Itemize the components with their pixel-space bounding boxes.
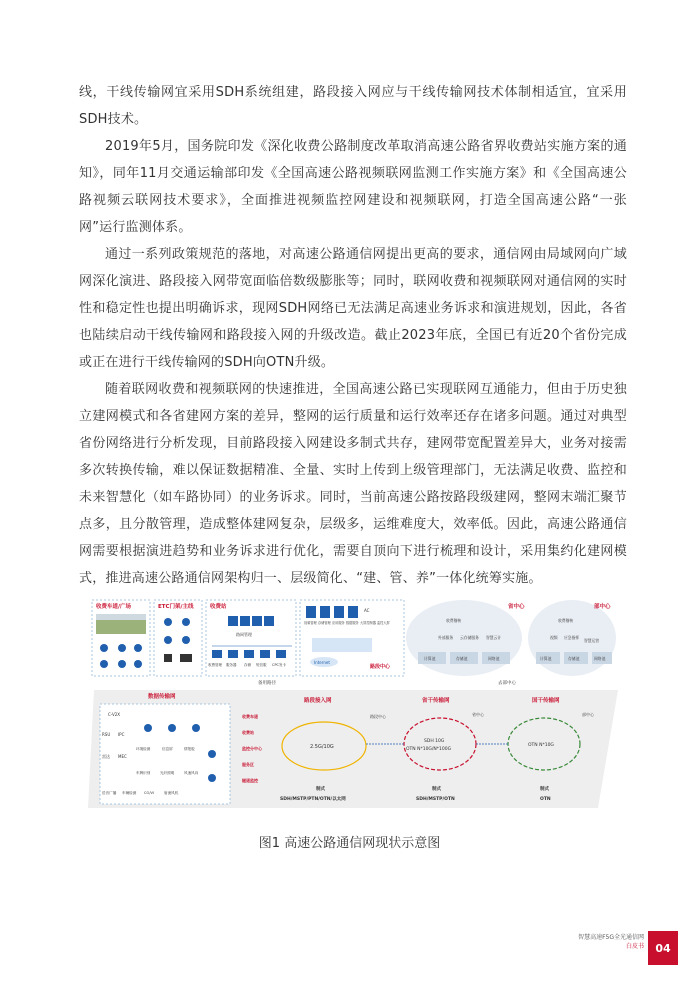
device-label: 光纤照明 — [160, 771, 175, 775]
sdh-label: SDH 10G — [424, 739, 445, 744]
camera-icon — [182, 618, 190, 626]
station-item: 短信服 — [256, 663, 267, 667]
device-label: 语音广播 — [102, 791, 117, 795]
camera-icon — [118, 644, 126, 652]
device-icon — [192, 724, 200, 732]
cloud-item: 收费稽核 — [558, 618, 574, 623]
road-network-mgmt: 路网管理 — [236, 632, 252, 637]
station-item: CPC发卡 — [272, 663, 286, 667]
sensor-icon — [118, 660, 126, 668]
ministry-center-node: 部中心 — [582, 712, 594, 717]
body-text — [79, 79, 627, 592]
format-label: 制式 — [540, 787, 549, 792]
server-icon — [334, 606, 344, 618]
segment-label: 收费车道 — [242, 714, 258, 719]
device-label: 信息屏 — [162, 747, 173, 751]
device-icon — [208, 774, 216, 782]
device-label: IPC — [118, 732, 125, 737]
device-icon — [168, 724, 176, 732]
cloud-item: 收费稽核 — [446, 618, 462, 623]
sensor-icon — [134, 660, 142, 668]
device-label: RSU — [102, 732, 111, 737]
access-net-title: 路段接入网 — [304, 698, 332, 704]
footer-line-1: 智慧高速F5G全光通信网 — [578, 934, 644, 941]
nat-trunk-title: 国干传输网 — [532, 698, 560, 704]
screen-label: 大屏控制器 监控大屏 — [360, 621, 390, 625]
station-item: 存储 — [244, 663, 251, 667]
device-label: 环境检测 — [136, 747, 151, 751]
pool-label: 存储池 — [568, 656, 580, 661]
server-icon — [228, 616, 238, 626]
cloud-item: 视频 — [550, 635, 558, 640]
station-item: 服务器 — [226, 663, 237, 667]
sensor-icon — [182, 636, 190, 644]
sensor-icon — [164, 636, 172, 644]
footer-title — [578, 933, 644, 951]
province-center-title: 省中心 — [508, 604, 525, 610]
server-icon — [306, 606, 316, 618]
top-section — [92, 600, 616, 676]
cloud-item: 智慧运营 — [584, 638, 600, 643]
to-ministry-label: 去部中心 — [498, 681, 516, 686]
cloud-item: 应急指挥 — [564, 635, 580, 640]
pool-label: 网络池 — [488, 656, 500, 661]
device-icon — [208, 750, 216, 758]
format-label: 制式 — [432, 787, 441, 792]
road-center-node: 路段中心 — [370, 714, 386, 719]
pool-label: 计算池 — [424, 656, 436, 661]
cloud-item: 云存储服务 — [460, 635, 479, 640]
pool-label: 计算池 — [540, 656, 552, 661]
device-label: 车牌识别 — [136, 771, 151, 775]
ac-label: AC — [364, 608, 370, 613]
server-icon — [252, 616, 262, 626]
prov-center-node: 省中心 — [472, 712, 484, 717]
device-label: 车辆检测 — [122, 791, 137, 795]
router-cluster — [312, 638, 372, 652]
device-label: MEC — [118, 754, 127, 759]
footer-line-2: 白皮书 — [625, 943, 644, 950]
server-icon — [240, 616, 250, 626]
box-etc-title: ETC门架/主线 — [158, 604, 194, 610]
cloud-item: 外部服务 — [438, 635, 454, 640]
camera-icon — [164, 618, 172, 626]
device-label: 情报板 — [184, 747, 195, 751]
sensor-icon — [100, 660, 108, 668]
paragraph-1: 线，干线传输网宜采用SDH系统组建，路段接入网应与干线传输网技术体制相适宜，宜采用SDH技术。 — [79, 85, 627, 127]
pool-label: 存储池 — [456, 656, 468, 661]
otn-label: OTN N*10G/N*100G — [406, 747, 452, 752]
data-transfer-title: 数据传输网 — [148, 694, 176, 700]
segment-label: 隧道监控 — [242, 778, 258, 783]
box-toll-station-title: 收费站 — [210, 604, 227, 610]
backup-route-label: 备用路径 — [258, 681, 276, 686]
server-icon — [348, 606, 358, 618]
center-item: 数据服务 — [346, 621, 359, 625]
segment-label: 服务区 — [242, 762, 254, 767]
cloud-item: 智慧云计 — [486, 635, 502, 640]
pc-icon — [244, 650, 254, 658]
segment-label: 监控分中心 — [242, 746, 262, 751]
station-item: 收费管理 — [208, 663, 222, 667]
paragraph-3: 通过一系列政策规范的落地，对高速公路通信网提出更高的要求，通信网由局域网向广域网深化演进、路段接入网带宽面临倍数级膨胀等；同时，联网收费和视频联网对通信网的实时性和稳定性也提出明确诉求，现网SDH网络已无法满足高速业务诉求和演进规划，因此，各省也陆续启动干线传输网和路段接入网的升级改造。截止2023年底，全国已有近20个省份完成或正在进行干线传输网的SDH向OTN升级。 — [79, 247, 627, 370]
pc-icon — [276, 650, 286, 658]
center-item: 存储管理 — [318, 621, 331, 625]
device-label: 雷达 — [102, 754, 110, 759]
otn-speed-label: OTN N*10G — [528, 743, 554, 748]
figure-caption: 图1 高速公路通信网现状示意图 — [258, 836, 441, 851]
paragraph-4: 随着联网收费和视频联网的快速推进，全国高速公路已实现联网互通能力，但由于历史独立建网模式和各省建网方案的差异，整网的运行质量和运行效率还存在诸多问题。通过对典型省份网络进行分析发现，目前路段接入网建设多制式共存，建网带宽配置差异大，业务对接需多次转换传输，难以保证数据精准、全量、实时上传到上级管理部门，无法满足收费、监控和未来智慧化（如车路协同）的业务诉求。同时，当前高速公路按路段级建网，整网末端汇聚节点多，且分散管理，造成整体建网复杂，层级多，运维难度大，效率低。因此，高速公路通信网需要根据演进趋势和业务诉求进行优化，需要自顶向下进行梳理和设计，采用集约化建网模式，推进高速公路通信网架构归一、层级简化、“建、管、养”一体化统筹实施。 — [79, 382, 627, 586]
server-icon — [320, 606, 330, 618]
format-label: 制式 — [316, 787, 325, 792]
device-label: 风速风向 — [184, 771, 199, 775]
device-label: C-V2X — [108, 712, 121, 717]
road-center-label: 路段中心 — [370, 664, 391, 670]
pc-icon — [212, 650, 222, 658]
format-2: SDH/MSTP/OTN — [416, 797, 455, 802]
format-1: SDH/MSTP/PTN/OTN/以太网 — [280, 797, 346, 802]
device-label: CO/VI — [144, 791, 155, 795]
prov-trunk-title: 省干传输网 — [422, 698, 450, 704]
device-icon — [164, 654, 172, 662]
center-item: 应用服务 — [332, 621, 345, 625]
camera-icon — [100, 644, 108, 652]
page-number: 04 — [648, 931, 678, 965]
device-label: 射流风机 — [164, 791, 179, 795]
access-ring-speed: 2.5G/10G — [310, 744, 334, 750]
format-3: OTN — [540, 797, 551, 802]
center-item: 视频管理 — [304, 621, 317, 625]
segment-label: 收费站 — [242, 730, 254, 735]
server-icon — [264, 616, 274, 626]
pc-icon — [228, 650, 238, 658]
ministry-center-title: 部中心 — [594, 604, 611, 610]
box-toll-lane-title: 收费车道/广场 — [96, 604, 132, 610]
device-icon — [180, 654, 192, 662]
network-diagram — [88, 594, 618, 812]
pc-icon — [260, 650, 270, 658]
paragraph-2: 2019年5月，国务院印发《深化收费公路制度改革取消高速公路省界收费站实施方案的通知》，同年11月交通运输部印发《全国高速公路视频联网监测工作实施方案》和《全国高速公路视频云联网技术要求》，全面推进视频监控网建设和视频联网，打造全国高速公路“一张网”运行监测体系。 — [79, 139, 627, 235]
internet-label: Internet — [314, 660, 330, 665]
pool-label: 网络池 — [594, 656, 606, 661]
device-icon — [144, 724, 152, 732]
camera-icon — [134, 644, 142, 652]
